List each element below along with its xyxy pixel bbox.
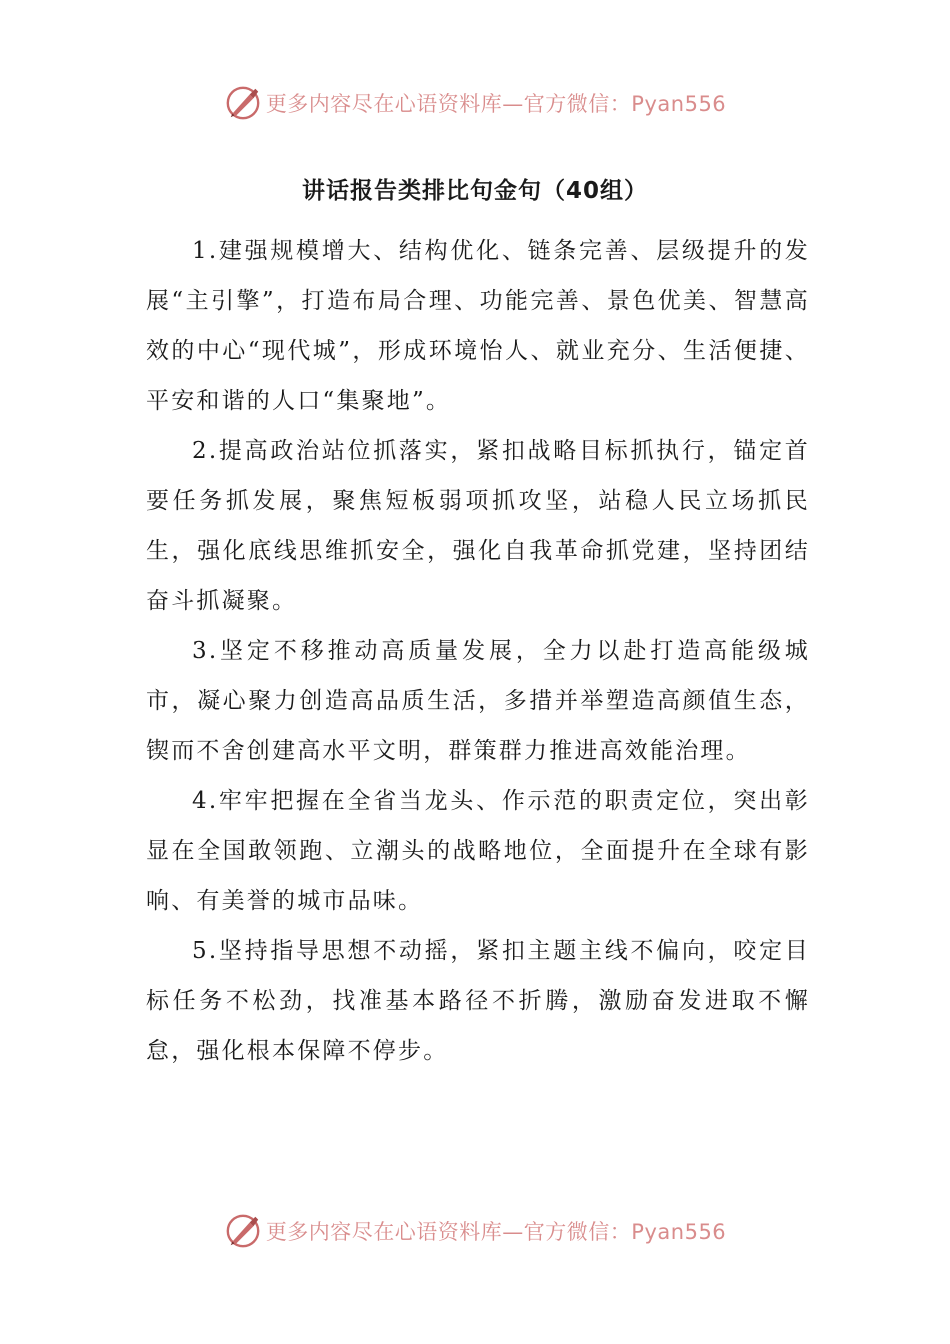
watermark-text: 更多内容尽在心语资料库—官方微信：Pyan556 xyxy=(265,92,727,116)
watermark-banner-top xyxy=(0,80,950,126)
document-body xyxy=(146,226,810,1076)
pen-logo-icon xyxy=(224,1212,262,1250)
paragraph-1: 1.建强规模增大、结构优化、链条完善、层级提升的发展“主引擎”，打造布局合理、功能完善、景色优美、智慧高效的中心“现代城”，形成环境怡人、就业充分、生活便捷、平安和谐的人口“集聚地”。 xyxy=(146,238,810,414)
document-title: 讲话报告类排比句金句（40组） xyxy=(301,178,648,204)
watermark-content xyxy=(224,84,726,122)
watermark-text: 更多内容尽在心语资料库—官方微信：Pyan556 xyxy=(265,1220,727,1244)
paragraph-2: 2.提高政治站位抓落实，紧扣战略目标抓执行，锚定首要任务抓发展，聚焦短板弱项抓攻坚，站稳人民立场抓民生，强化底线思维抓安全，强化自我革命抓党建，坚持团结奋斗抓凝聚。 xyxy=(146,438,810,614)
paragraph-4: 4.牢牢把握在全省当龙头、作示范的职责定位，突出彰显在全国敢领跑、立潮头的战略地位，全面提升在全球有影响、有美誉的城市品味。 xyxy=(146,788,810,914)
paragraph-5: 5.坚持指导思想不动摇，紧扣主题主线不偏向，咬定目标任务不松劲，找准基本路径不折腾，激励奋发进取不懈怠，强化根本保障不停步。 xyxy=(146,938,810,1064)
watermark-banner-bottom xyxy=(0,1208,950,1254)
watermark-content xyxy=(224,1212,726,1250)
paragraph-3: 3.坚定不移推动高质量发展，全力以赴打造高能级城市，凝心聚力创造高品质生活，多措并举塑造高颜值生态，锲而不舍创建高水平文明，群策群力推进高效能治理。 xyxy=(146,638,810,764)
pen-logo-icon xyxy=(224,84,262,122)
